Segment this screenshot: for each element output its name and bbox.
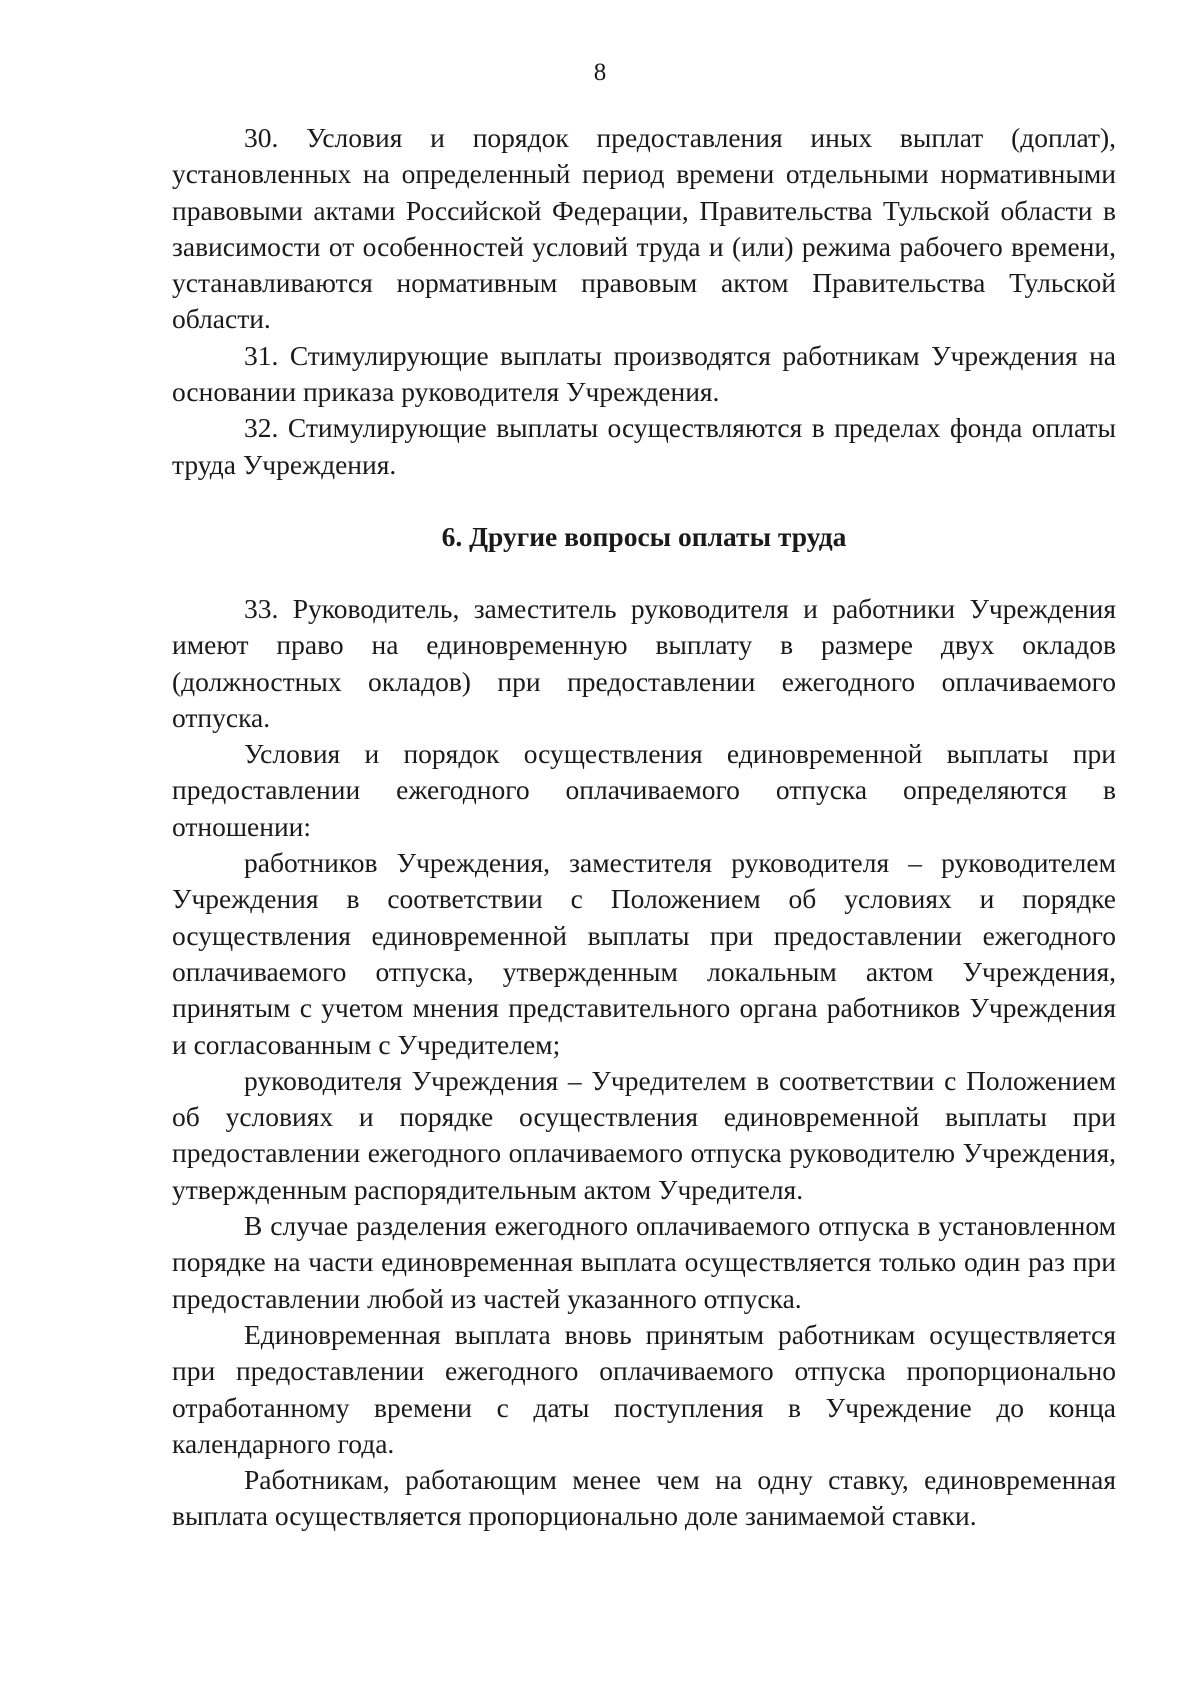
document-body bbox=[172, 120, 1116, 1535]
paragraph-30: 30. Условия и порядок предоставления иных выплат (доплат), установленных на определенный период времени отдельными нормативными правовыми актами Российской Федерации, Правительства Тульской области в зависимости от особенностей условий труда и (или) режима рабочего времени, устанавливаются нормативным правовым актом Правительства Тульской области. bbox=[172, 122, 1116, 335]
paragraph-head: руководителя Учреждения – Учредителем в соответствии с Положением об условиях и порядке осуществления единовременной выплаты при предоставлении ежегодного оплачиваемого отпуска руководителю Учреждения, утвержденным распорядительным актом Учредителя. bbox=[172, 1064, 1116, 1205]
paragraph-33: 33. Руководитель, заместитель руководителя и работники Учреждения имеют право на единовременную выплату в размере двух окладов (должностных окладов) при предоставлении ежегодного оплачиваемого отпуска. bbox=[172, 592, 1116, 733]
paragraph-conditions: Условия и порядок осуществления единовременной выплаты при предоставлении ежегодного оплачиваемого отпуска определяются в отношении: bbox=[172, 738, 1116, 842]
paragraph-employees: работников Учреждения, заместителя руководителя – руководителем Учреждения в соответствии с Положением об условиях и порядке осуществления единовременной выплаты при предоставлении ежегодного оплачиваемого отпуска, утвержденным локальным актом Учреждения, принятым с учетом мнения представительного органа работников Учреждения и согласованным с Учредителем; bbox=[172, 847, 1116, 1060]
section-title: 6. Другие вопросы оплаты труда bbox=[441, 520, 847, 552]
page-number: 8 bbox=[593, 59, 607, 86]
paragraph-split-vacation: В случае разделения ежегодного оплачиваемого отпуска в установленном порядке на части единовременная выплата осуществляется только один раз при предоставлении любой из частей указанного отпуска. bbox=[172, 1210, 1116, 1314]
paragraph-new-employees: Единовременная выплата вновь принятым работникам осуществляется при предоставлении ежегодного оплачиваемого отпуска пропорционально отработанному времени с даты поступления в Учреждение до конца календарного года. bbox=[172, 1318, 1116, 1459]
paragraph-32: 32. Стимулирующие выплаты осуществляются в пределах фонда оплаты труда Учреждения. bbox=[172, 412, 1116, 480]
paragraph-part-time: Работникам, работающим менее чем на одну ставку, единовременная выплата осуществляется пропорционально доле занимаемой ставки. bbox=[172, 1464, 1116, 1532]
paragraph-31: 31. Стимулирующие выплаты производятся работникам Учреждения на основании приказа руководителя Учреждения. bbox=[172, 339, 1116, 408]
